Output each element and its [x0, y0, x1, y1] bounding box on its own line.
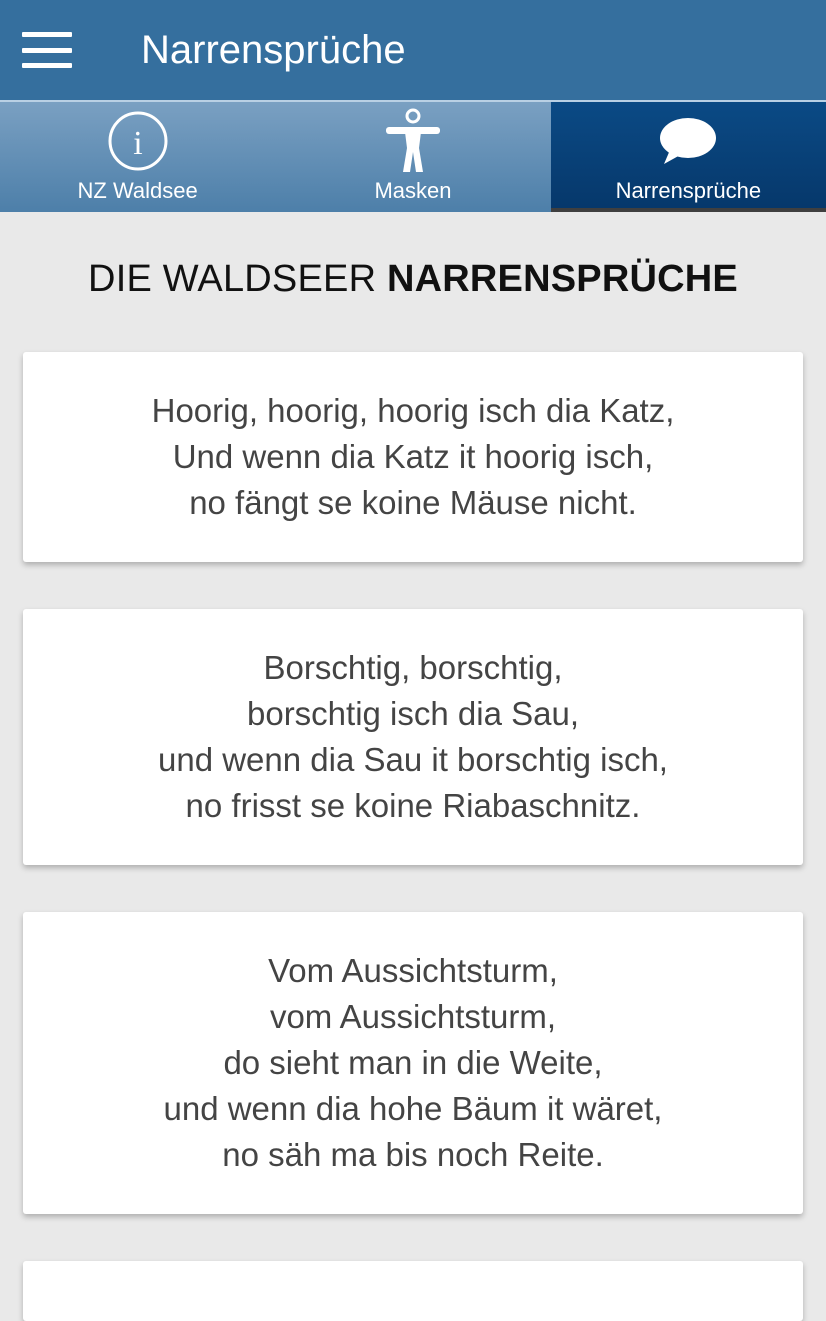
- tab-label: Masken: [374, 178, 452, 203]
- heading-normal: DIE WALDSEER: [88, 258, 387, 300]
- saying-line: no frisst se koine Riabaschnitz.: [185, 787, 641, 824]
- info-icon: [107, 108, 169, 174]
- speech-bubble-icon: [658, 108, 718, 174]
- saying-line: vom Aussichtsturm,: [269, 998, 557, 1035]
- saying-line: do sieht man in die Weite,: [223, 1044, 603, 1081]
- saying-card: [23, 352, 803, 562]
- saying-line: borschtig isch dia Sau,: [246, 695, 579, 732]
- saying-line: und wenn dia Sau it borschtig isch,: [158, 741, 668, 778]
- saying-card: [23, 912, 803, 1214]
- saying-line: und wenn dia hohe Bäum it wäret,: [163, 1090, 663, 1127]
- saying-line: Hoorig, hoorig, hoorig isch dia Katz,: [151, 392, 675, 429]
- saying-line: no säh ma bis noch Reite.: [222, 1136, 604, 1173]
- tab-masken[interactable]: [275, 102, 550, 212]
- tab-label: Narrensprüche: [615, 178, 762, 203]
- svg-text:i: i: [132, 125, 143, 162]
- saying-line: Und wenn dia Katz it hoorig isch,: [172, 438, 654, 475]
- saying-card: [23, 609, 803, 865]
- tab-nz-waldsee[interactable]: [0, 102, 275, 212]
- page-title: Narrensprüche: [141, 27, 406, 72]
- hamburger-menu-icon[interactable]: [22, 30, 72, 70]
- saying-line: no fängt se koine Mäuse nicht.: [189, 484, 637, 521]
- section-heading: [0, 258, 826, 301]
- heading-bold: NARRENSPRÜCHE: [386, 258, 738, 300]
- tab-label: NZ Waldsee: [77, 178, 198, 203]
- person-icon: [383, 108, 443, 174]
- saying-card-partial: [23, 1261, 803, 1321]
- saying-line: Borschtig, borschtig,: [263, 649, 563, 686]
- app-bar: [0, 0, 826, 100]
- tab-narrensprueche[interactable]: [551, 102, 826, 212]
- tab-bar: [0, 100, 826, 212]
- saying-line: Vom Aussichtsturm,: [268, 952, 558, 989]
